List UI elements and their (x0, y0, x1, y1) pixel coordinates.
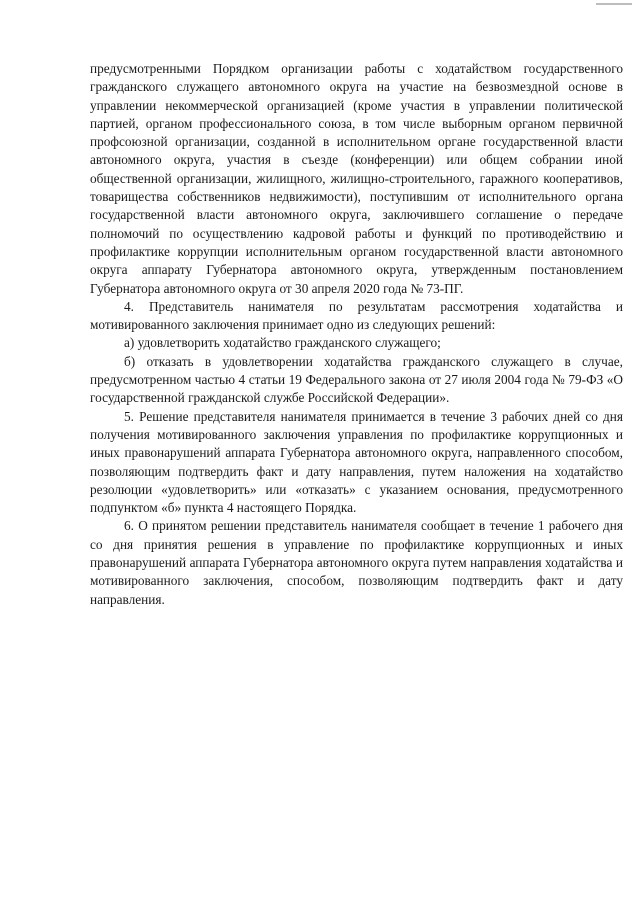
document-body (90, 60, 623, 609)
paragraph-item-6: 6. О принятом решении представитель нанимателя сообщает в течение 1 рабочего дня со дня принятия решения в управление по профилактике коррупционных и иных правонарушений аппарата Губернатора автономного округа путем направления ходатайства и мотивированного заключения, способом, позволяющим подтвердить факт и дату направления. (90, 518, 623, 607)
paragraph-item-4a: а) удовлетворить ходатайство гражданского служащего; (124, 335, 441, 351)
paragraph-item-4b: б) отказать в удовлетворении ходатайства гражданского служащего в случае, предусмотренном частью 4 статьи 19 Федерального закона от 27 июля 2004 года № 79-ФЗ «О государственной гражданской службе Российской Федерации». (90, 353, 623, 406)
paragraph-item-5: 5. Решение представителя нанимателя принимается в течение 3 рабочих дней со дня получения мотивированного заключения управления по профилактике коррупционных и иных правонарушений аппарата Губернатора автономного округа, направленного способом, позволяющим подтвердить факт и дату направления, путем наложения на ходатайство резолюции «удовлетворить» или «отказать» с указанием основания, предусмотренного подпунктом «б» пункта 4 настоящего Порядка. (90, 408, 623, 516)
paragraph-item-4: 4. Представитель нанимателя по результатам рассмотрения ходатайства и мотивированного заключения принимает одно из следующих решений: (90, 298, 623, 333)
scan-corner-mark (596, 3, 632, 5)
paragraph-continuation: предусмотренными Порядком организации работы с ходатайством государственного гражданского служащего автономного округа на участие на безвозмездной основе в управлении некоммерческой организацией (кроме участия в управлении политической партией, органом профессионального союза, в том числе выборным органом первичной профсоюзной организации, созданной в исполнительном органе государственной власти автономного округа, участия в съезде (конференции) или общем собрании иной общественной организации, жилищного, жилищно-строительного, гаражного кооперативов, товарищества собственников недвижимости), поступившим от исполнительного органа государственной власти автономного округа, заключившего соглашение о передаче полномочий по осуществлению кадровой работы и функций по противодействию и профилактике коррупции исполнительным органом государственной власти автономного округа аппарату Губернатора автономного округа, утвержденным постановлением Губернатора автономного округа от 30 апреля 2020 года № 73-ПГ. (90, 61, 623, 296)
